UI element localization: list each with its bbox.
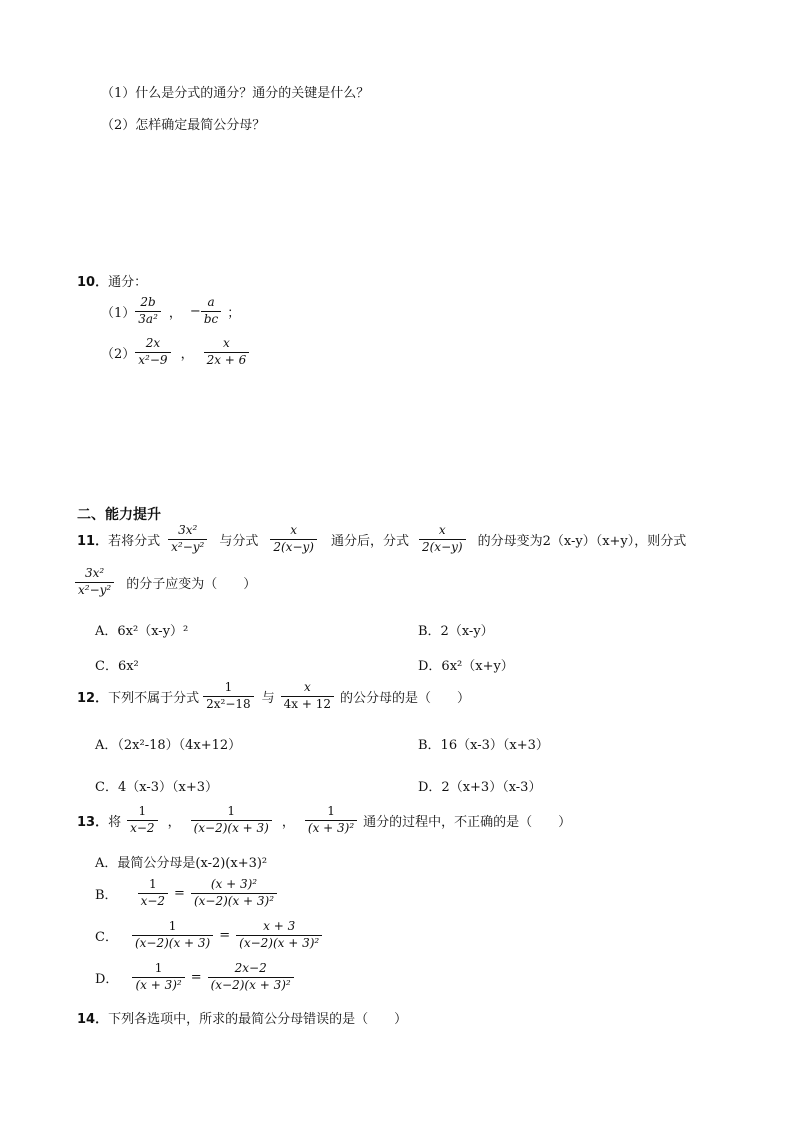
numerator: 1 bbox=[224, 680, 233, 694]
denominator: (x−2)(x + 3)² bbox=[208, 977, 294, 993]
fraction bbox=[75, 567, 114, 598]
fraction bbox=[419, 524, 466, 555]
denominator: (x−2)(x + 3)² bbox=[236, 935, 322, 951]
denominator: x−2 bbox=[127, 820, 157, 836]
fraction bbox=[203, 681, 254, 712]
numerator: x bbox=[438, 523, 446, 537]
denominator: x²−y² bbox=[168, 539, 207, 555]
fraction bbox=[191, 878, 277, 909]
denominator: (x + 3)² bbox=[305, 820, 357, 836]
numerator: 1 bbox=[154, 961, 163, 975]
option-label: C． bbox=[95, 929, 118, 945]
fraction bbox=[135, 337, 170, 368]
option-d[interactable]: D．6x²（x+y） bbox=[418, 659, 514, 674]
denominator: (x + 3)² bbox=[132, 977, 184, 993]
question-11 bbox=[77, 524, 686, 555]
fraction bbox=[191, 805, 272, 836]
question-10-part-2 bbox=[101, 337, 249, 368]
denominator: x²−y² bbox=[75, 582, 114, 598]
option-b[interactable]: B．2（x-y） bbox=[418, 624, 494, 639]
question-number: 11． bbox=[77, 533, 109, 549]
denominator: (x−2)(x + 3)² bbox=[191, 893, 277, 909]
question-text: 与 bbox=[261, 690, 275, 706]
fraction bbox=[305, 805, 357, 836]
part-label: （2） bbox=[101, 346, 136, 362]
question-text: 将 bbox=[108, 814, 122, 830]
question-text: 的分母变为2（x-y）（x+y），则分式 bbox=[477, 533, 687, 549]
option-d[interactable]: D．2（x+3）（x-3） bbox=[418, 780, 542, 795]
fraction bbox=[201, 296, 221, 327]
numerator: 3x² bbox=[178, 523, 198, 537]
numerator: 3x² bbox=[85, 566, 105, 580]
denominator: (x−2)(x + 3) bbox=[191, 820, 272, 836]
fraction bbox=[127, 805, 157, 836]
equals-sign: = bbox=[174, 885, 185, 901]
numerator: 2b bbox=[140, 295, 156, 309]
question-10-part-1 bbox=[101, 296, 240, 327]
numerator: 1 bbox=[168, 919, 177, 933]
separator: ； bbox=[227, 305, 241, 321]
fraction bbox=[270, 524, 317, 555]
numerator: (x + 3)² bbox=[210, 877, 258, 891]
question-text: 通分： bbox=[108, 275, 148, 290]
option-a[interactable]: A．最简公分母是(x-2)(x+3)² bbox=[95, 856, 268, 871]
fraction bbox=[135, 296, 161, 327]
fraction bbox=[236, 920, 322, 951]
question-text: 的公分母的是（ ） bbox=[340, 690, 471, 706]
fraction bbox=[132, 920, 213, 951]
option-d[interactable] bbox=[95, 962, 294, 993]
separator: ， bbox=[180, 346, 194, 362]
denominator: 2(x−y) bbox=[419, 539, 466, 555]
question-text: 若将分式 bbox=[108, 533, 161, 549]
option-a[interactable]: A．（2x²-18）（4x+12） bbox=[95, 738, 242, 753]
numerator: x bbox=[223, 336, 230, 350]
fraction bbox=[208, 962, 294, 993]
part-label: （1） bbox=[101, 305, 136, 321]
denominator: 4x + 12 bbox=[281, 696, 334, 712]
minus-sign: − bbox=[189, 303, 201, 319]
denominator: 3a² bbox=[135, 311, 161, 327]
numerator: 1 bbox=[327, 804, 335, 818]
question-text: 下列不属于分式 bbox=[108, 690, 200, 706]
option-b[interactable] bbox=[95, 878, 277, 909]
option-c[interactable] bbox=[95, 920, 322, 951]
option-label: B． bbox=[95, 887, 118, 903]
equals-sign: = bbox=[219, 927, 231, 943]
numerator: x bbox=[290, 523, 298, 537]
denominator: x−2 bbox=[138, 893, 168, 909]
option-b[interactable]: B．16（x-3）（x+3） bbox=[418, 738, 549, 753]
separator: ， bbox=[168, 305, 182, 321]
denominator: bc bbox=[201, 311, 221, 327]
question-text: 的分子应变为（ ） bbox=[126, 576, 257, 592]
question-text: 与分式 bbox=[219, 533, 259, 549]
numerator: x + 3 bbox=[263, 919, 296, 933]
question-number: 13． bbox=[77, 814, 109, 830]
question-text: 通分的过程中，不正确的是（ ） bbox=[363, 814, 572, 830]
option-c[interactable]: C．4（x-3）（x+3） bbox=[95, 780, 218, 795]
fraction bbox=[138, 878, 168, 909]
denominator: 2x + 6 bbox=[204, 352, 250, 368]
fraction bbox=[132, 962, 184, 993]
denominator: 2(x−y) bbox=[270, 539, 317, 555]
denominator: 2x²−18 bbox=[203, 696, 254, 712]
question-11-line-2 bbox=[75, 567, 256, 598]
numerator: 2x−2 bbox=[234, 961, 267, 975]
question-number: 12． bbox=[77, 690, 109, 706]
separator: ， bbox=[167, 814, 181, 830]
numerator: 1 bbox=[138, 804, 147, 818]
question-number: 14． bbox=[77, 1012, 109, 1027]
numerator: x bbox=[303, 680, 311, 694]
question-text: 下列各选项中，所求的最简公分母错误的是（ ） bbox=[108, 1012, 408, 1027]
option-a[interactable]: A．6x²（x-y）² bbox=[95, 624, 189, 639]
question-number: 10． bbox=[77, 275, 109, 290]
fraction bbox=[168, 524, 207, 555]
intro-question-2: （2）怎样确定最简公分母？ bbox=[101, 118, 266, 133]
numerator: 2x bbox=[145, 336, 161, 350]
question-14 bbox=[77, 1008, 407, 1027]
separator: ， bbox=[281, 814, 295, 830]
intro-question-1: （1）什么是分式的通分？通分的关键是什么？ bbox=[101, 86, 370, 101]
fraction bbox=[204, 337, 250, 368]
section-title: 二、能力提升 bbox=[77, 507, 161, 523]
question-text: 通分后，分式 bbox=[330, 533, 409, 549]
fraction bbox=[281, 681, 334, 712]
denominator: x²−9 bbox=[135, 352, 170, 368]
denominator: (x−2)(x + 3) bbox=[132, 935, 213, 951]
equals-sign: = bbox=[190, 969, 202, 985]
question-10 bbox=[77, 271, 147, 290]
numerator: a bbox=[207, 295, 215, 309]
numerator: 1 bbox=[227, 804, 236, 818]
option-c[interactable]: C．6x² bbox=[95, 659, 139, 674]
question-12 bbox=[77, 681, 470, 712]
question-13 bbox=[77, 805, 571, 836]
numerator: 1 bbox=[148, 877, 157, 891]
option-label: D． bbox=[95, 971, 119, 987]
